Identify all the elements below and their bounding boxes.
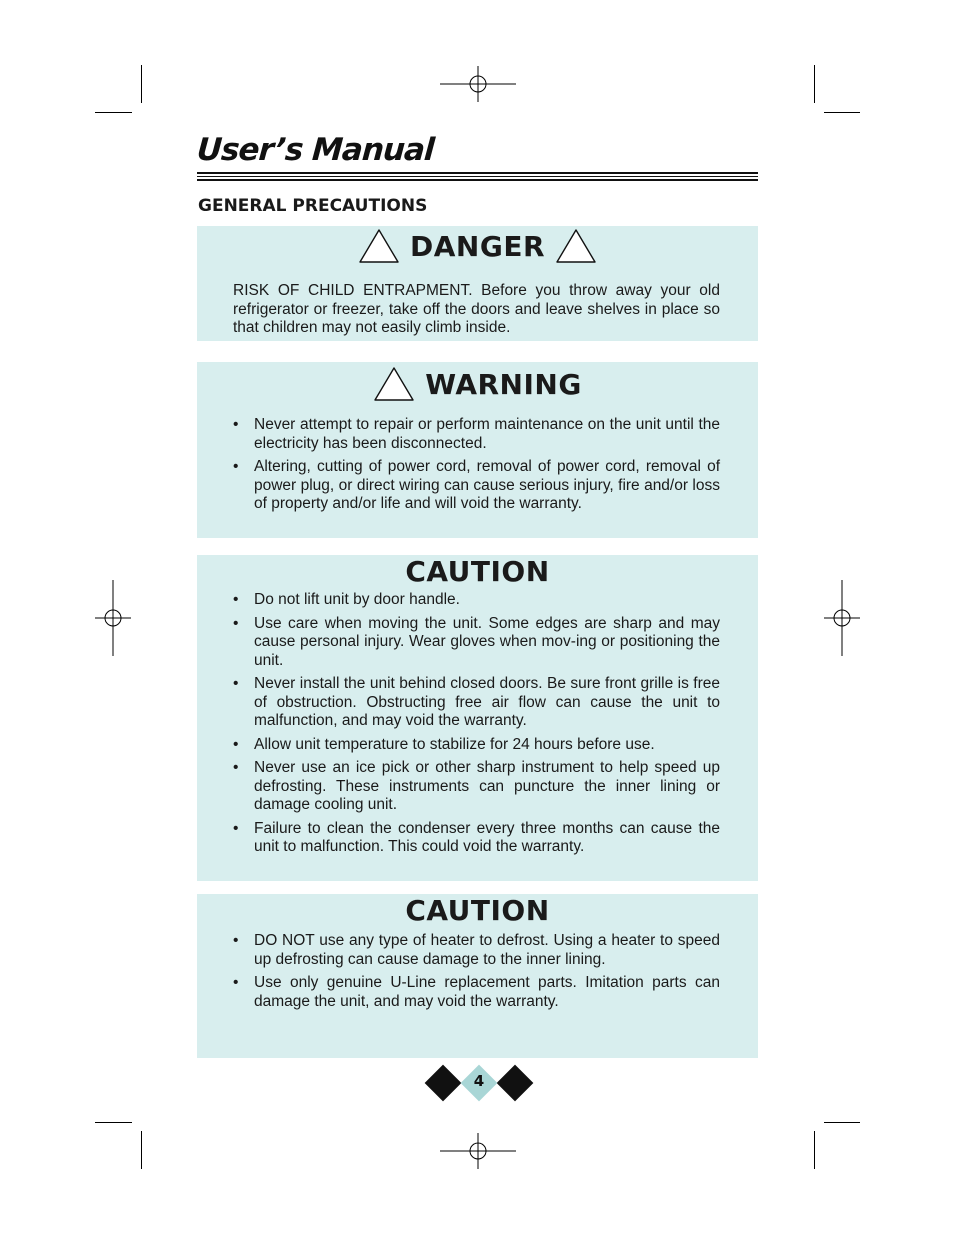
manual-title: User’s Manual (195, 132, 435, 168)
crop-mark (814, 65, 815, 103)
warning-box (197, 362, 758, 538)
list-item: • Altering, cutting of power cord, removal of power cord, removal of power plug, or direct wiring can cause serious injury, fire and/or loss of property and/or life and will void the warranty. (233, 458, 720, 514)
list-item: • DO NOT use any type of heater to defrost. Using a heater to speed up defrosting can cause damage to the inner lining. (233, 932, 720, 969)
caution-header (197, 894, 758, 927)
header-rule (197, 172, 758, 174)
list-item: • Use only genuine U-Line replacement parts. Imitation parts can damage the unit, and may void the warranty. (233, 974, 720, 1011)
warning-triangle-icon (555, 228, 597, 264)
list-item: • Never install the unit behind closed doors. Be sure front grille is free of obstruction. Obstructing free air flow can cause the unit to malfunction, and may void the warranty. (233, 675, 720, 731)
crop-mark (95, 112, 132, 113)
warning-title: WARNING (425, 367, 582, 401)
registration-mark-icon (95, 580, 131, 656)
section-heading: GENERAL PRECAUTIONS (198, 196, 428, 216)
warning-triangle-icon (358, 228, 400, 264)
danger-header (197, 228, 758, 264)
crop-mark (824, 1122, 860, 1123)
crop-mark (814, 1131, 815, 1169)
registration-mark-icon (824, 580, 860, 656)
list-item: • Do not lift unit by door handle. (233, 591, 720, 610)
caution-box-1 (197, 555, 758, 881)
warning-triangle-icon (373, 366, 415, 402)
list-item: • Never use an ice pick or other sharp instrument to help speed up defrosting. These instruments can puncture the inner lining or damage cooling unit. (233, 759, 720, 815)
danger-title: DANGER (409, 229, 545, 263)
registration-mark-icon (440, 1133, 516, 1169)
crop-mark (141, 65, 142, 103)
list-item: • Failure to clean the condenser every three months can cause the unit to malfunction. This could void the warranty. (233, 820, 720, 857)
caution-list (233, 932, 720, 1016)
caution-title: CAUTION (405, 894, 550, 927)
registration-mark-icon (440, 66, 516, 102)
danger-box (197, 226, 758, 341)
caution-header (197, 555, 758, 588)
danger-text: RISK OF CHILD ENTRAPMENT. Before you throw away your old refrigerator or freezer, take off the doors and leave shelves in place so that children may not easily climb inside. (233, 282, 720, 336)
crop-mark (141, 1131, 142, 1169)
header-rule (197, 176, 758, 177)
list-item: • Allow unit temperature to stabilize for 24 hours before use. (233, 736, 720, 755)
caution-list (233, 591, 720, 862)
list-item: • Use care when moving the unit. Some edges are sharp and may cause personal injury. Wear gloves when mov-ing or positioning the unit. (233, 615, 720, 671)
crop-mark (824, 112, 860, 113)
crop-mark (95, 1122, 132, 1123)
caution-title: CAUTION (405, 555, 550, 588)
page-number: 4 (473, 1072, 485, 1090)
warning-list (233, 416, 720, 519)
warning-header (197, 366, 758, 402)
list-item: • Never attempt to repair or perform maintenance on the unit until the electricity has been disconnected. (233, 416, 720, 453)
header-rule (197, 179, 758, 181)
caution-box-2 (197, 894, 758, 1058)
page-number-badge (425, 1063, 533, 1103)
